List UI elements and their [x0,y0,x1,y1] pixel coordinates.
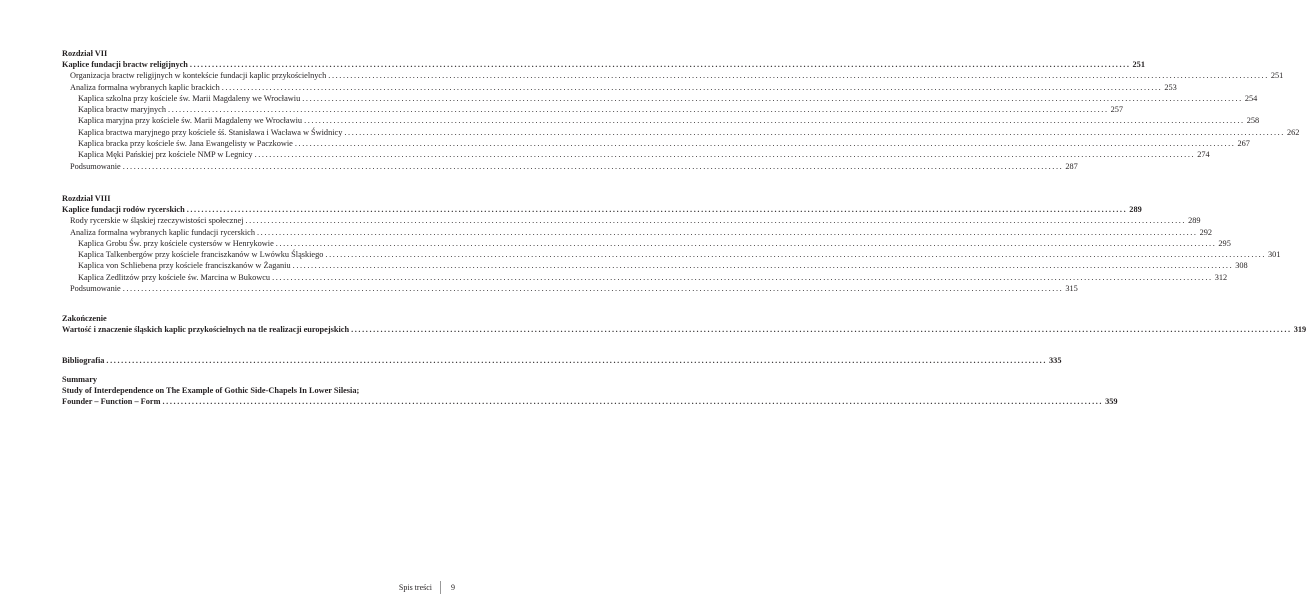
toc-entry[interactable] [62,161,1078,172]
entry-page: 335 [1049,355,1062,365]
dot-leader [187,204,1128,215]
dot-leader [328,70,1269,81]
toc-entry[interactable] [62,204,1142,215]
entry-title: Kaplica Męki Pańskiej prz kościele NMP w Legnicy [78,150,253,160]
table-of-contents [62,48,1306,407]
dot-leader [163,396,1104,407]
dot-leader [190,59,1131,70]
dot-leader [272,272,1213,283]
toc-entry[interactable] [62,70,1284,81]
entry-title: Kaplica Talkenbergów przy kościele franciszkanów w Lwówku Śląskiego [78,250,324,260]
entry-title: Organizacja bractw religijnych w kontekście fundacji kaplic przykościelnych [70,71,327,81]
entry-title: Kaplica maryjna przy kościele św. Marii Magdaleny we Wrocławiu [78,116,303,126]
entry-title: Kaplica szkolna przy kościele św. Marii Magdaleny we Wrocławiu [78,93,301,103]
chapter-heading: Rozdział VIII [62,193,111,203]
toc-entry[interactable] [62,238,1231,249]
dot-leader [344,127,1285,138]
entry-title: Kaplica von Schliebena przy kościele franciszkanów w Żaganiu [78,261,291,271]
entry-page: 258 [1246,116,1260,126]
toc-entry[interactable] [62,127,1300,138]
toc-entry[interactable] [62,215,1201,226]
dot-leader [351,324,1292,335]
entry-page: 308 [1235,261,1248,271]
toc-entry[interactable] [62,396,1118,407]
toc-entry[interactable] [62,272,1228,283]
dot-leader [106,355,1047,366]
entry-title: Kaplica bractw maryjnych [78,105,167,115]
entry-page: 289 [1188,216,1201,226]
toc-entry[interactable] [62,227,1213,238]
entry-title: Kaplice fundacji bractw religijnych [62,60,188,69]
entry-page: 262 [1286,127,1300,137]
toc-entry[interactable] [62,260,1248,271]
chapter-heading: Rozdział VII [62,49,108,58]
chapter-heading: Zakończenie [62,314,107,324]
chapter-viii-entries [62,215,1281,294]
chapter-viii [62,193,1281,294]
toc-entry[interactable] [62,115,1260,126]
dot-leader [123,161,1064,172]
toc-entry[interactable] [62,149,1210,160]
toc-entry[interactable] [62,82,1177,93]
toc-entry[interactable] [62,283,1078,294]
dot-leader [222,82,1163,93]
entry-title: Kaplica Zedlitzów przy kościele św. Marcina w Bukowcu [78,272,271,282]
footer-divider [440,581,441,594]
entry-title: Kaplica bractwa maryjnego przy kościele śś. Stanisława i Wacława w Świdnicy [78,127,343,137]
summary [62,374,1118,407]
toc-entry[interactable] [62,59,1145,70]
entry-title: Bibliografia [62,355,105,365]
entry-page: 295 [1218,238,1231,248]
entry-title: Founder – Function – Form [62,396,161,406]
entry-title: Rody rycerskie w śląskiej rzeczywistości społecznej [70,216,244,226]
entry-title: Podsumowanie [70,161,121,171]
dot-leader [304,115,1245,126]
dot-leader [255,149,1196,160]
entry-page: 319 [1293,325,1306,335]
toc-entry[interactable] [62,93,1258,104]
dot-leader [246,215,1187,226]
toc-entry[interactable] [62,138,1250,149]
entry-page: 253 [1164,82,1177,92]
dot-leader [123,283,1064,294]
dot-leader [295,138,1236,149]
entry-title: Wartość i znaczenie śląskich kaplic przykościelnych na tle realizacji europejskich [62,325,350,335]
running-header: Spis treści [398,583,432,592]
conclusion [62,313,1306,335]
entry-page: 301 [1268,250,1281,260]
entry-title: Analiza formalna wybranych kaplic fundacji rycerskich [70,227,255,237]
toc-entry[interactable] [62,324,1306,335]
entry-title: Podsumowanie [70,284,121,294]
chapter-heading: Summary [62,374,98,384]
entry-page: 312 [1214,272,1228,282]
toc-entry[interactable] [62,249,1281,260]
entry-page: 257 [1110,105,1124,115]
dot-leader [276,238,1217,249]
entry-page: 251 [1270,71,1284,81]
dot-leader [293,260,1234,271]
entry-page: 274 [1197,150,1210,160]
entry-title: Analiza formalna wybranych kaplic brackich [70,82,220,92]
toc-entry-bibliography[interactable] [62,355,1062,366]
chapter-vii [62,48,1300,172]
dot-leader [168,104,1109,115]
entry-page: 251 [1132,60,1145,69]
dot-leader [257,227,1198,238]
chapter-vii-entries [62,70,1300,172]
entry-page: 315 [1065,284,1078,294]
entry-title: Kaplica Grobu Św. przy kościele cystersów w Henrykowie [78,238,274,248]
page-footer [355,581,455,594]
entry-page: 359 [1105,396,1118,406]
page-number: 9 [451,583,455,592]
summary-subtitle: Study of Interdependence on The Example of Gothic Side-Chapels In Lower Silesia; [62,385,360,395]
dot-leader [302,93,1243,104]
entry-page: 267 [1237,139,1250,149]
entry-title: Kaplica bracka przy kościele św. Jana Ewangelisty w Paczkowie [78,139,293,149]
entry-page: 289 [1129,204,1142,214]
entry-page: 254 [1244,93,1258,103]
entry-page: 287 [1065,161,1078,171]
entry-page: 292 [1199,227,1213,237]
dot-leader [325,249,1266,260]
toc-entry[interactable] [62,104,1124,115]
entry-title: Kaplice fundacji rodów rycerskich [62,204,185,214]
